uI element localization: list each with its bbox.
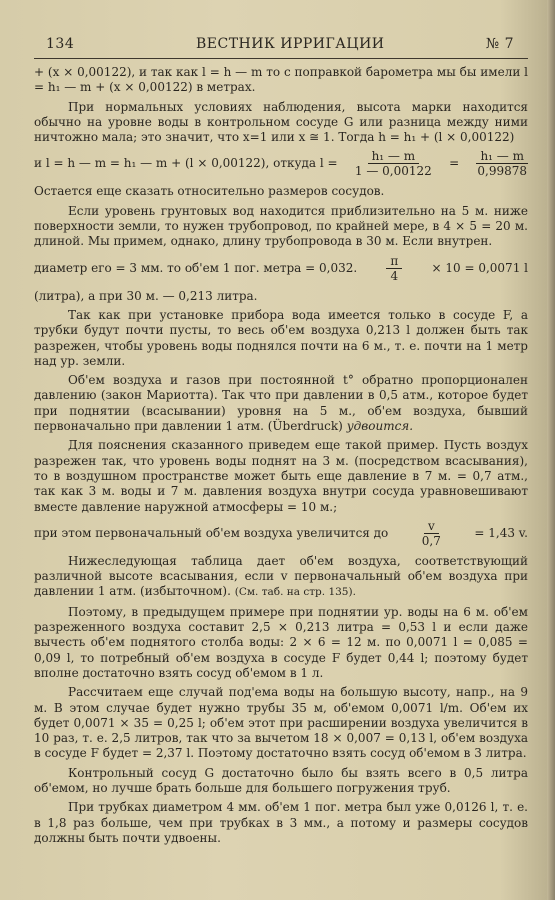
formula-1-left: и l = h — m = h₁ — m + (l × 0,00122), откуда l = [34,156,338,171]
formula-1-fraction-1 [355,149,432,178]
formula-3-fraction [422,519,441,548]
formula-3 [34,519,528,548]
paragraph-10: Поэтому, в предыдущем примере при поднятии ур. воды на 6 м. об'ем разреженного воздуха составит 2,5 × 0,213 литра = 0,53 l и если даже вычесть об'ем поднятого столба воды: 2 × 6 = 12 м. по 0,0071 l = 0,085 = 0,09 l, то потребный об'ем воздуха в сосуде F будет 0,44 l; поэтому будет вполне достаточно взять сосуд об'емом в 1 л. [34,604,528,680]
paragraph-11: Рассчитаем еще случай под'ема воды на большую высоту, напр., на 9 м. В этом случае будет нужно трубы 35 м, об'емом 0,0071 l/m. Об'ем их будет 0,0071 × 35 = 0,25 l; об'ем этот при расширении воздуха увеличится в 10 раз, т. е. 2,5 литров, так что за вычетом 18 × 0,007 = 0,13 l, об'ем воздуха в сосуде F будет = 2,37 l. Поэтому достаточно взять сосуд об'емом в 3 литра. [34,685,528,761]
paragraph-5: (литра), а при 30 м. — 0,213 литра. [34,288,258,303]
formula-1-fraction-2 [476,149,528,178]
paragraph-12: Контрольный сосуд G достаточно было бы взять всего в 0,5 литра об'емом, но лучше брать больше для большего погружения труб. [34,765,528,795]
formula-1-numerator-2: h₁ — m [476,149,528,164]
formula-1-denominator-1: 1 — 0,00122 [354,164,432,179]
page-edge-shadow [547,0,555,900]
paragraph-9-text: Нижеследующая таблица дает об'ем воздуха, соответствующий различной высоте всасывания, если v первоначальный об'ем воздуха при давлении 1 атм. (избыточном). [34,553,528,599]
formula-2-denominator: 4 [390,268,399,283]
table-reference: (См. таб. на стр. 135). [234,586,356,599]
paragraph-3: Остается еще сказать относительно размеров сосудов. [34,184,385,199]
paragraph-8: Для пояснения сказанного приведем еще такой пример. Пусть воздух разрежен так, что уровень воды поднят на 3 м. (посредством всасывания), то в воздушном пространстве может быть еще давление в 7 м. = 0,7 атм., так как 3 м. воды и 7 м. давления воздуха внутри сосуда уравновешивают вместе давление наружной атмосферы = 10 м.; [34,438,528,514]
formula-3-numerator: v [424,519,439,534]
formula-2-right: × 10 = 0,0071 l [431,260,528,275]
paragraph-2: При нормальных условиях наблюдения, высота марки находится обычно на уровне воды в контрольном сосуде G или разница между ними ничтожно мала; это значит, что x=1 или x ≅ 1. Тогда h = h₁ + (l × 0,00122) [34,99,528,145]
paragraph-4: Если уровень грунтовых вод находится приблизительно на 5 м. ниже поверхности земли, то нужен трубопровод, по крайней мере, в 4 × 5 = 20 м. длиной. Мы примем, однако, длину трубопровода в 30 м. Если внутрен. [34,203,528,249]
paragraph-7-emphasis: удвоится. [346,419,414,434]
formula-1-numerator-1: h₁ — m [368,149,420,164]
formula-2-fraction [386,254,402,283]
journal-title: ВЕСТНИК ИРРИГАЦИИ [196,36,385,52]
formula-1-denominator-2: 0,99878 [477,164,528,179]
issue-number: № 7 [485,36,514,52]
formula-1 [34,149,528,178]
paragraph-13: При трубках диаметром 4 мм. об'ем 1 пог. метра был уже 0,0126 l, т. е. в 1,8 раз больше, чем при трубках в 3 мм., а потому и размеры сосудов должны быть почти удвоены. [34,800,528,845]
formula-2-left: диаметр его = 3 мм. то об'ем 1 пог. метра = 0,032. [34,260,358,275]
paragraph-7-text: Об'ем воздуха и газов при постоянной t° обратно пропорционален давлению (закон Мариотта). Так что при давлении в 0,5 атм., которое будет при поднятии (всасывании) уровня на 5 м., об'ем воздуха, бывший первоначально при давлении 1 атм. (Überdruck) [34,373,528,434]
formula-3-denominator: 0,7 [421,533,441,548]
article-body [34,65,528,850]
page-number: 134 [46,36,75,52]
running-header [46,36,514,56]
formula-3-left: при этом первоначальный об'ем воздуха увеличится до [34,525,389,540]
formula-1-equals: = [449,156,460,171]
paragraph-1: + (x × 0,00122), и так как l = h — m то с поправкой барометра мы бы имели l = h₁ — m + (x × 0,00122) в метрах. [34,65,528,95]
paragraph-7 [34,373,528,434]
paragraph-9 [34,554,528,601]
formula-2-numerator: π [386,254,402,269]
paragraph-6: Так как при установке прибора вода имеется только в сосуде F, а трубки будут почти пусты, то весь об'ем воздуха 0,213 l должен быть так разрежен, чтобы уровень воды поднялся почти на 6 м., т. е. почти на 1 метр над ур. земли. [34,307,528,368]
header-rule [34,58,528,59]
formula-3-right: = 1,43 v. [474,525,528,540]
formula-2 [34,254,528,283]
